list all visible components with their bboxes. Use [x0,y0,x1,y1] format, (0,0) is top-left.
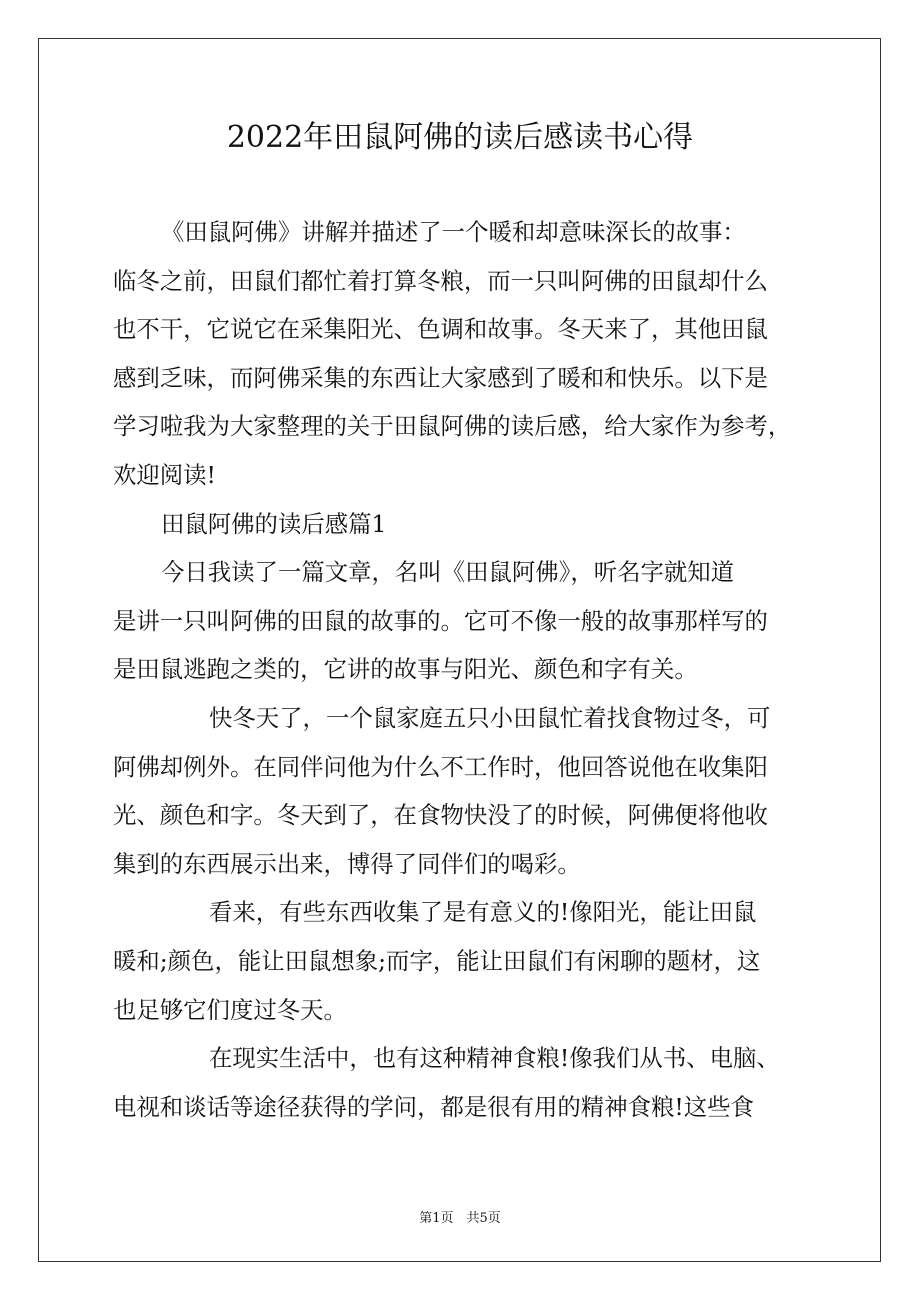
text-line: 《田鼠阿佛》讲解并描述了一个暖和却意味深长的故事： [161,218,746,246]
text-line: 集到的东西展示出来，博得了同伴们的喝彩。 [113,849,581,878]
text-line: 学习啦我为大家整理的关于田鼠阿佛的读后感，给大家作为参考， [113,412,792,441]
text-line: 是田鼠逃跑之类的，它讲的故事与阳光、颜色和字有关。 [113,655,698,684]
text-line: 暖和;颜色，能让田鼠想象;而字，能让田鼠们有闲聊的题材，这 [113,946,761,975]
document-body [113,208,813,1131]
page-footer: 第1页 共5页 [419,1211,501,1226]
text-line: 电视和谈话等途径获得的学问，都是很有用的精神食粮!这些食 [113,1092,754,1121]
text-line: 临冬之前，田鼠们都忙着打算冬粮，而一只叫阿佛的田鼠却什么 [113,266,768,295]
text-line: 欢迎阅读! [113,460,216,489]
text-line: 是讲一只叫阿佛的田鼠的故事的。它可不像一般的故事那样写的 [113,606,768,635]
text-line: 也不干，它说它在采集阳光、色调和故事。冬天来了，其他田鼠 [113,315,768,344]
text-line: 阿佛却例外。在同伴问他为什么不工作时，他回答说他在收集阳 [113,752,768,781]
text-line: 快冬天了，一个鼠家庭五只小田鼠忙着找食物过冬，可 [209,703,771,732]
text-line: 也足够它们度过冬天。 [113,995,347,1024]
text-line: 看来，有些东西收集了是有意义的!像阳光，能让田鼠 [209,898,757,927]
text-line: 感到乏味，而阿佛采集的东西让大家感到了暖和和快乐。以下是 [113,363,768,392]
text-line: 田鼠阿佛的读后感篇1 [161,509,387,538]
text-line: 今日我读了一篇文章，名叫《田鼠阿佛》，听名字就知道 [161,558,735,587]
text-line: 光、颜色和字。冬天到了，在食物快没了的时候，阿佛便将他收 [113,801,768,830]
text-line: 在现实生活中，也有这种精神食粮!像我们从书、电脑、 [209,1044,780,1073]
document-title: 2022年田鼠阿佛的读后感读书心得 [226,120,694,155]
